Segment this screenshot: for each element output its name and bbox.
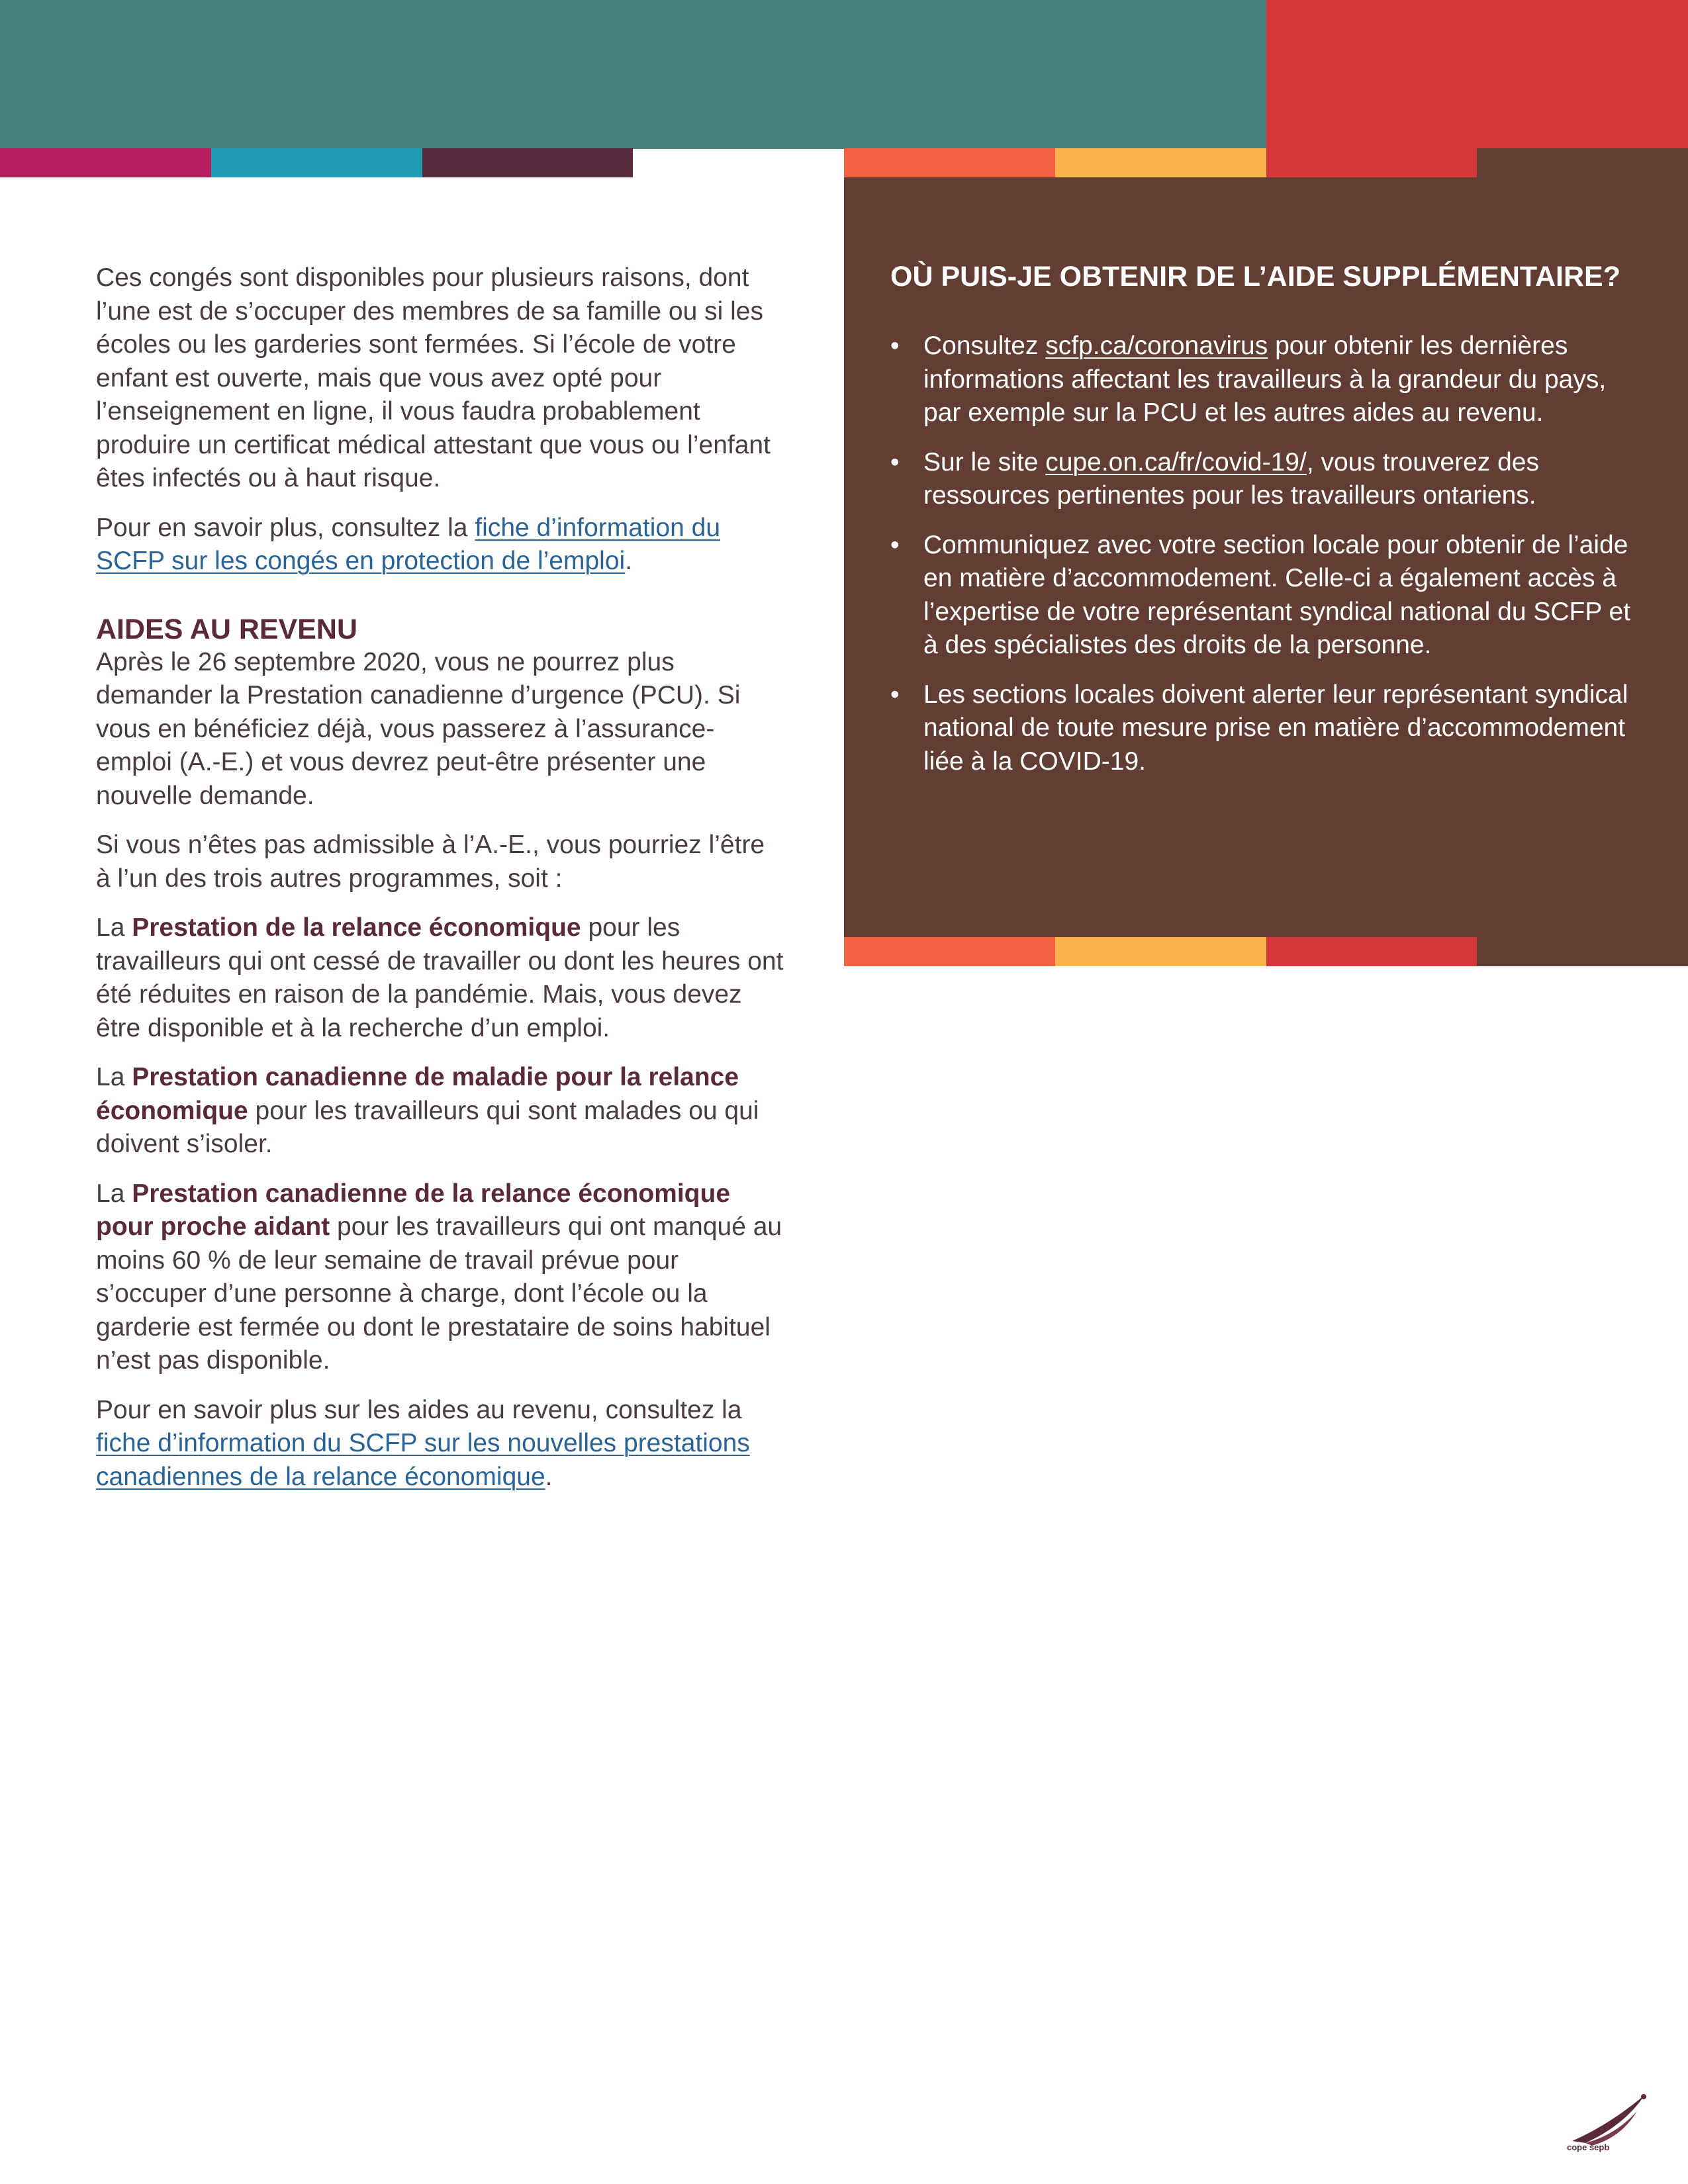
text-run: . bbox=[625, 547, 633, 575]
text-run: pour les travailleurs qui sont malades ou qui doivent s’isoler. bbox=[96, 1096, 759, 1158]
benefits-factsheet-link[interactable]: fiche d’information du SCFP sur les nouvelles prestations canadiennes de la relance économique bbox=[96, 1429, 750, 1491]
crcb-paragraph bbox=[96, 1177, 784, 1378]
sidebar-strip-orange bbox=[844, 937, 1055, 966]
program-name: Prestation canadienne de maladie pour la relance économique bbox=[96, 1063, 739, 1125]
header-strip-yellow bbox=[1055, 148, 1266, 177]
leave-factsheet-link[interactable]: fiche d’information du SCFP sur les congés en protection de l’emploi bbox=[96, 513, 721, 575]
cupe-ontario-covid-link[interactable]: cupe.on.ca/fr/covid-19/ bbox=[1045, 447, 1307, 477]
header-strip-cyan bbox=[211, 148, 422, 177]
crsb-paragraph bbox=[96, 1061, 784, 1161]
sidebar-strip-red bbox=[1266, 937, 1477, 966]
program-name: Prestation canadienne de la relance économique pour proche aidant bbox=[96, 1179, 731, 1241]
header-strip-plum bbox=[422, 148, 633, 177]
header-band-teal bbox=[0, 0, 1266, 149]
bullet-icon: • bbox=[890, 332, 900, 360]
bullet-icon: • bbox=[890, 447, 900, 477]
text-run: Consultez bbox=[923, 332, 1046, 360]
list-item bbox=[890, 529, 1645, 662]
text-run: pour les travailleurs qui ont cessé de travailler ou dont les heures ont été réduites en raison de la pandémie. Mais, vous devez être disponible et à la recherche d’un emploi. bbox=[96, 913, 784, 1042]
benefits-more-info bbox=[96, 1394, 784, 1494]
text-run: La bbox=[96, 1179, 132, 1208]
cerb-paragraph: Après le 26 septembre 2020, vous ne pourrez plus demander la Prestation canadienne d’urgence (PCU). Si vous en bénéficiez déjà, vous passerez à l’assurance-emploi (A.-E.) et vous devrez peut-être présenter une nouvelle demande. bbox=[96, 647, 741, 810]
header-strip-orange bbox=[844, 148, 1055, 177]
list-item bbox=[890, 446, 1645, 513]
header-strip-magenta bbox=[0, 148, 211, 177]
scfp-coronavirus-link[interactable]: scfp.ca/coronavirus bbox=[1045, 332, 1268, 360]
sidebar-strip-brown bbox=[1477, 937, 1688, 966]
program-name: Prestation de la relance économique bbox=[132, 913, 581, 942]
main-column bbox=[96, 261, 784, 1510]
help-heading: OÙ PUIS-JE OBTENIR DE L’AIDE SUPPLÉMENTAIRE? bbox=[890, 261, 1620, 293]
text-run: Communiquez avec votre section locale pour obtenir de l’aide en matière d’accommodement. Celle-ci a également accès à l’expertise de votre représentant syndical national du SCFP et à des spécialistes des droits de la personne. bbox=[923, 530, 1631, 659]
leave-more-info bbox=[96, 512, 784, 578]
list-item bbox=[890, 678, 1645, 779]
sidebar-strip-yellow bbox=[1055, 937, 1266, 966]
header-strip-brown bbox=[1477, 148, 1688, 177]
help-list bbox=[890, 330, 1645, 794]
text-run: Pour en savoir plus sur les aides au revenu, consultez la bbox=[96, 1395, 742, 1424]
leave-paragraph: Ces congés sont disponibles pour plusieurs raisons, dont l’une est de s’occuper des membres de sa famille ou si les écoles ou les garderies sont fermées. Si l’école de votre enfant est ouverte, mais que vous avez opté pour l’enseignement en ligne, il vous faudra probablement produire un certificat médical attestant que vous ou l’enfant êtes infectés ou à haut risque. bbox=[96, 263, 771, 492]
text-run: , vous trouverez des ressources pertinentes pour les travailleurs ontariens. bbox=[923, 447, 1539, 510]
text-run: pour obtenir les dernières informations affectant les travailleurs à la grandeur du pays, par exemple sur la PCU et les autres aides au revenu. bbox=[923, 332, 1607, 427]
text-run: Les sections locales doivent alerter leur représentant syndical national de toute mesure prise en matière d’accommodement liée à la COVID-19. bbox=[923, 680, 1628, 776]
crb-paragraph bbox=[96, 911, 784, 1045]
text-run: La bbox=[96, 913, 132, 942]
text-run: . bbox=[545, 1462, 553, 1491]
eligibility-paragraph: Si vous n’êtes pas admissible à l’A.-E., vous pourriez l’être à l’un des trois autres programmes, soit : bbox=[96, 831, 765, 893]
text-run: Sur le site bbox=[923, 447, 1046, 477]
text-run: Pour en savoir plus, consultez la bbox=[96, 513, 475, 542]
logo-wordmark: cope sepb bbox=[1567, 2142, 1610, 2152]
list-item bbox=[890, 330, 1645, 430]
text-run: pour les travailleurs qui ont manqué au moins 60 % de leur semaine de travail prévue pour s’occuper d’une personne à charge, dont l’école ou la garderie est fermée ou dont le prestataire de soins habituel n’est pas disponible. bbox=[96, 1212, 782, 1375]
text-run: La bbox=[96, 1063, 132, 1091]
bullet-icon: • bbox=[890, 680, 900, 709]
help-sidebar bbox=[844, 177, 1688, 937]
bullet-icon: • bbox=[890, 530, 900, 559]
income-support-heading: AIDES AU REVENU bbox=[96, 613, 358, 645]
